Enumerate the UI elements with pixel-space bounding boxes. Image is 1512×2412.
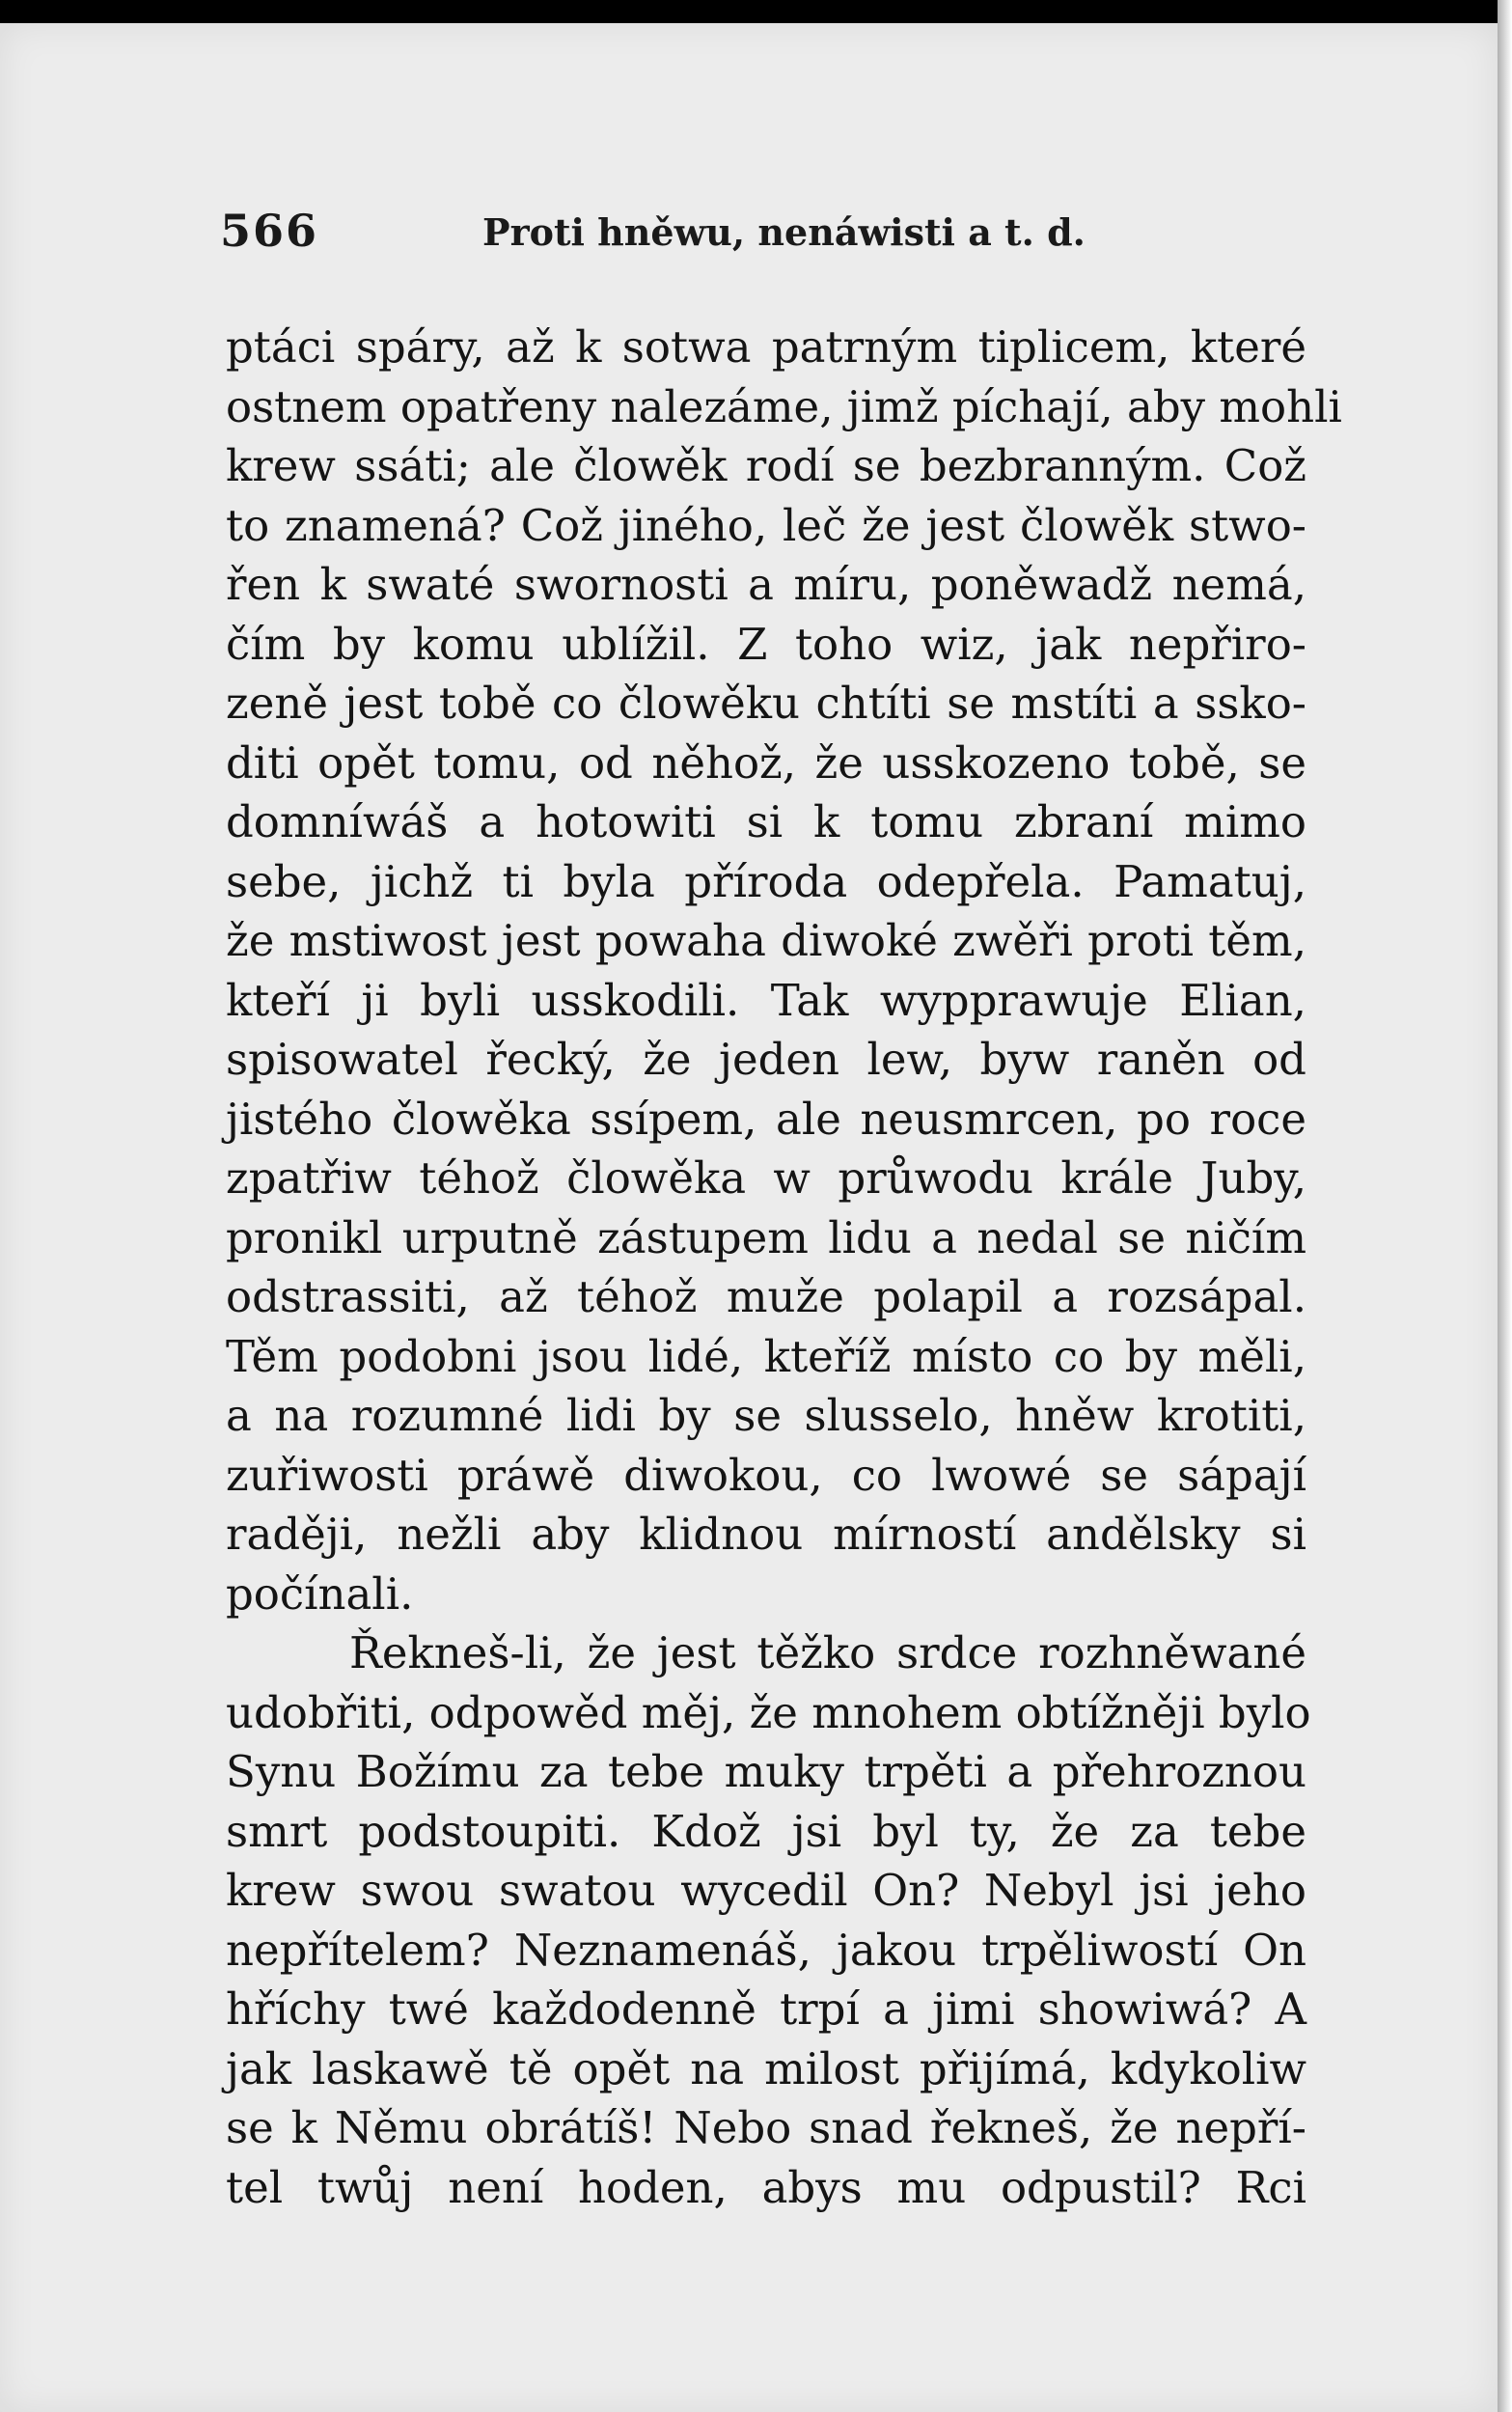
page-edge-shadow <box>1498 0 1512 2412</box>
text-line: zeně jest tobě co člowěku chtíti se mstíti a ssko- <box>226 678 1306 729</box>
text-line: ostnem opatřeny nalezáme, jimž píchají, aby mohli <box>226 380 1342 432</box>
text-line: raději, nežli aby klidnou mírností andělsky si <box>226 1509 1306 1560</box>
text-line: řen k swaté swornosti a míru, poněwadž nemá, <box>226 559 1306 610</box>
text-line: domníwáš a hotowiti si k tomu zbraní mimo <box>226 796 1306 847</box>
text-line: spisowatel řecký, že jeden lew, byw raněn od <box>226 1034 1306 1085</box>
text-line: zpatřiw téhož člowěka w průwodu krále Juby, <box>226 1152 1306 1204</box>
text-line: Synu Božímu za tebe muky trpěti a přehroznou <box>226 1746 1306 1797</box>
running-head <box>220 205 1339 263</box>
book-page <box>0 23 1498 2412</box>
text-line: odstrassiti, až téhož muže polapil a rozsápal. <box>226 1271 1306 1322</box>
text-line: sebe, jichž ti byla příroda odepřela. Pamatuj, <box>226 855 1306 907</box>
page-number: 566 <box>220 205 319 257</box>
text-line: pronikl urputně zástupem lidu a nedal se ničím <box>226 1211 1306 1263</box>
text-line: a na rozumné lidi by se slusselo, hněw krotiti, <box>226 1390 1306 1441</box>
text-line: to znamená? Což jiného, leč že jest člowěk stwo- <box>226 499 1306 551</box>
text-line: smrt podstoupiti. Kdož jsi byl ty, že za tebe <box>226 1805 1306 1857</box>
text-line: Těm podobni jsou lidé, kteříž místo co by měli, <box>226 1330 1306 1382</box>
text-line: jistého člowěka ssípem, ale neusmrcen, po roce <box>226 1093 1306 1145</box>
text-line: Řekneš-li, že jest těžko srdce rozhněwané <box>349 1627 1306 1678</box>
running-head-title: Proti hněwu, nenáwisti a t. d. <box>482 210 1086 254</box>
text-line: zuřiwosti práwě diwokou, co lwowé se sápají <box>226 1449 1306 1501</box>
text-line: že mstiwost jest powaha diwoké zwěři proti těm, <box>226 915 1306 966</box>
text-line: ptáci spáry, až k sotwa patrným tiplicem, které <box>226 321 1306 373</box>
text-line: jak laskawě tě opět na milost přijímá, kdykoliw <box>226 2042 1306 2094</box>
text-line: tel twůj není hoden, abys mu odpustil? Rci <box>226 2161 1306 2213</box>
text-line: udobřiti, odpowěd měj, že mnohem obtížněji bylo <box>226 1686 1311 1738</box>
text-line: diti opět tomu, od něhož, že usskozeno tobě, se <box>226 736 1306 789</box>
text-line: krew swou swatou wycedil On? Nebyl jsi jeho <box>226 1865 1306 1916</box>
text-line: nepřítelem? Neznamenáš, jakou trpěliwostí On <box>226 1924 1306 1976</box>
text-line: kteří ji byli usskodili. Tak wypprawuje Elian, <box>226 974 1306 1026</box>
text-line: hříchy twé každodenně trpí a jimi showiwá? A <box>226 1983 1306 2035</box>
text-line: se k Němu obrátíš! Nebo snad řekneš, že nepří- <box>226 2102 1306 2153</box>
body-text <box>226 318 1342 2217</box>
text-line: počínali. <box>226 1567 414 1620</box>
text-line: čím by komu ublížil. Z toho wiz, jak nepřiro- <box>226 618 1306 670</box>
text-line: krew ssáti; ale člowěk rodí se bezbranným. Což <box>226 440 1306 491</box>
